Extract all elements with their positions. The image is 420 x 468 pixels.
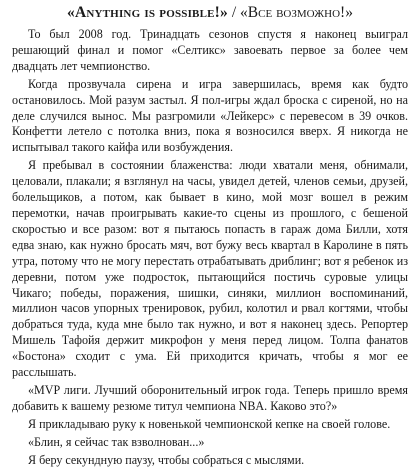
paragraph: Когда прозвучала сирена и игра завершилась, время как будто остановилось. Мой разум застыл. Я пол-игры ждал броска с сиреной, но на деле случился вынос. Мы разгромили «Лейкерс» с перевесом в 39 очков. Конфетти летело с потолка вниз, пока я возносился вверх. Я никогда не испытывал такого кайфа или возбуждения. [12,76,408,155]
paragraph: То был 2008 год. Тринадцать сезонов спустя я наконец выиграл решающий финал и помог «Селтикс» завоевать первое за более чем двадцать лет чемпионство. [12,27,408,73]
paragraph: «MVP лиги. Лучший оборонительный игрок года. Теперь пришло время добавить к вашему резюме титул чемпиона NBA. Каково это?» [12,382,408,413]
heading-english: «Anything is possible!» [67,4,228,21]
paragraph: Я пребывал в состоянии блаженства: люди хватали меня, обнимали, целовали, плакали; я взглянул на часы, увидел детей, членов семьи, друзей, болельщиков, а потом, как бывает в кино, мой мозг вошел в режим перемотки, начав проигрывать какие-то сцены из прошлого, с бешеной скоростью и все разом: вот я пытаюсь попасть в гараж дома Билли, хотя едва знаю, как нужно бросать мяч, вот бужу весь квартал в Каролине в пять утра, потому что не могу перестать отрабатывать дриблинг; вот я ребенок из деревни, потом уже подросток, пытающийся постичь суровые улицы Чикаго; победы, поражения, шишки, синяки, миллион воспоминаний, миллион часов упорных тренировок, рубил, колотил и рвал когтями, чтобы добраться туда, куда мне было так нужно, и вот я наконец здесь. Репортер Мишель Тафойя держит микрофон у меня перед лицом. Толпа фанатов «Бостона» сходит с ума. Ей приходится кричать, чтобы я мог ее расслышать. [12,158,408,380]
body-text [12,27,408,468]
paragraph: Я прикладываю руку к новенькой чемпионской кепке на своей голове. [28,416,391,431]
chapter-heading [12,3,408,22]
paragraph: Я беру секундную паузу, чтобы собраться с мыслями. [28,452,305,467]
paragraph: «Блин, я сейчас так взволнован...» [28,434,205,449]
heading-russian: «Все возможно!» [240,4,353,21]
heading-separator: / [227,4,241,21]
